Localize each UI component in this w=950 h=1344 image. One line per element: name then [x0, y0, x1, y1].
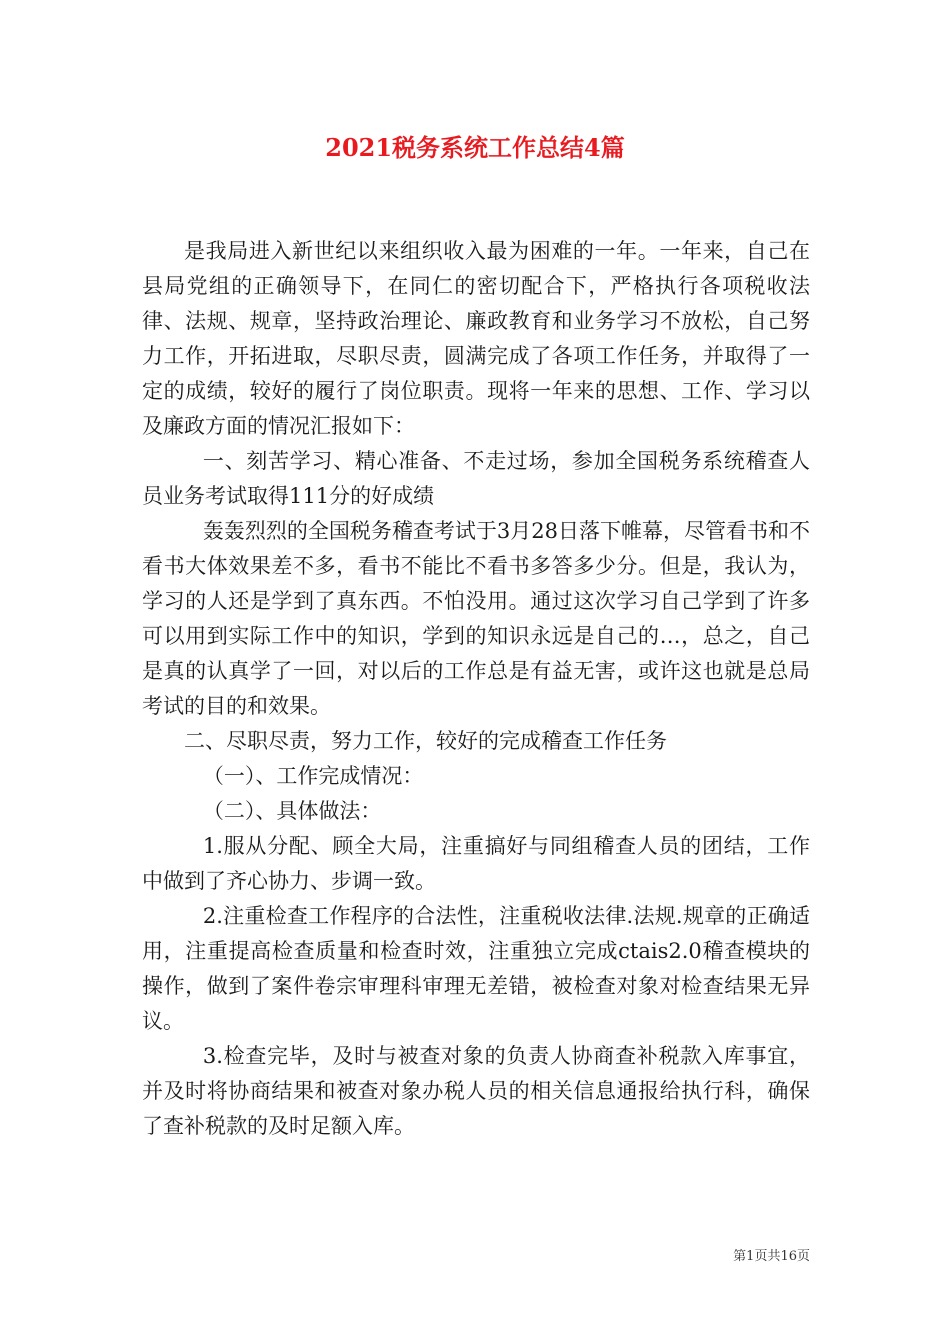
page-number-footer: 第1页共16页 — [733, 1249, 810, 1264]
section-heading-1: 一、刻苦学习、精心准备、不走过场，参加全国税务系统稽查人员业务考试取得111分的好成绩 — [142, 449, 810, 508]
subsection-heading-2: （二）、具体做法： — [202, 799, 382, 823]
paragraph-exam: 轰轰烈烈的全国税务稽查考试于3月28日落下帷幕，尽管看书和不看书大体效果差不多，看书不能比不看书多答多少分。但是，我认为，学习的人还是学到了真东西。不怕没用。通过这次学习自己学到了许多可以用到实际工作中的知识，学到的知识永远是自己的…，总之，自己是真的认真学了一回，对以后的工作总是有益无害，或许这也就是总局考试的目的和效果。 — [142, 519, 810, 718]
paragraph-intro: 是我局进入新世纪以来组织收入最为困难的一年。一年来，自己在县局党组的正确领导下，在同仁的密切配合下，严格执行各项税收法律、法规、规章，坚持政治理论、廉政教育和业务学习不放松，自己努力工作，开拓进取，尽职尽责，圆满完成了各项工作任务，并取得了一定的成绩，较好的履行了岗位职责。现将一年来的思想、工作、学习以及廉政方面的情况汇报如下： — [142, 239, 810, 438]
document-title: 2021税务系统工作总结4篇 — [325, 133, 625, 162]
list-item-2: 2.注重检查工作程序的合法性，注重税收法律.法规.规章的正确适用，注重提高检查质量和检查时效，注重独立完成ctais2.0稽查模块的操作，做到了案件卷宗审理科审理无差错，被检查对象对检查结果无异议。 — [142, 904, 810, 1033]
section-heading-2: 二、尽职尽责，努力工作，较好的完成稽查工作任务 — [184, 729, 667, 753]
list-item-3: 3.检查完毕，及时与被查对象的负责人协商查补税款入库事宜，并及时将协商结果和被查对象办税人员的相关信息通报给执行科，确保了查补税款的及时足额入库。 — [142, 1044, 810, 1138]
list-item-1: 1.服从分配、顾全大局，注重搞好与同组稽查人员的团结，工作中做到了齐心协力、步调一致。 — [142, 834, 810, 893]
document-body — [142, 234, 810, 1144]
subsection-heading-1: （一）、工作完成情况： — [202, 764, 424, 788]
